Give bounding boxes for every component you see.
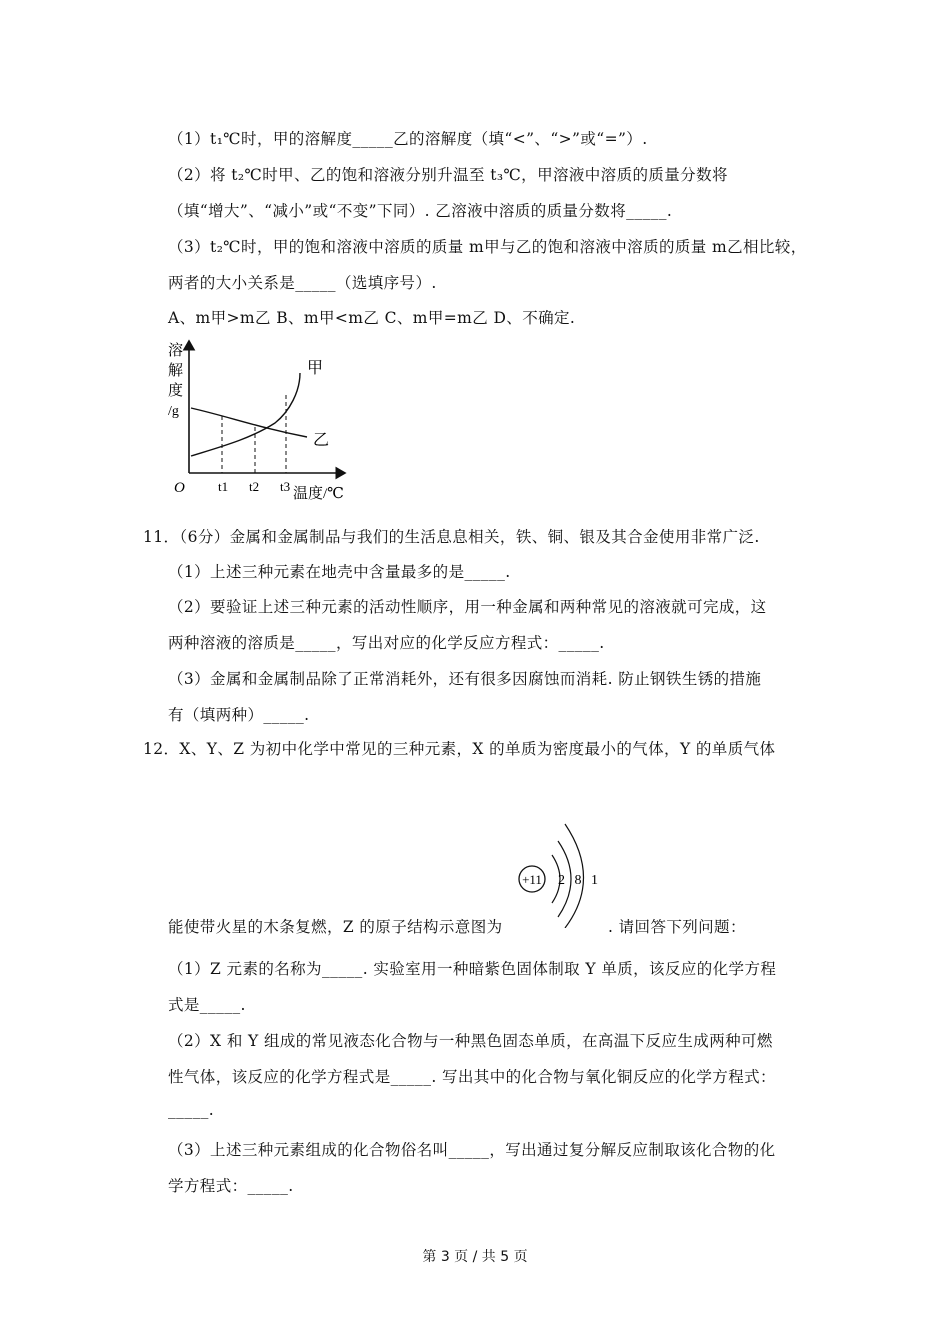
q10-part1: （1）t₁℃时，甲的溶解度_____乙的溶解度（填“<”、“>”或“=”）. <box>168 130 648 148</box>
q11-part3-line1: （3）金属和金属制品除了正常消耗外，还有很多因腐蚀而消耗. 防止钢铁生锈的措施 <box>168 670 762 688</box>
q12-part2-line1: （2）X 和 Y 组成的常见液态化合物与一种黑色固态单质，在高温下反应生成两种可燃 <box>168 1032 773 1050</box>
atom-structure-diagram <box>510 818 605 928</box>
q12-intro: 12．X、Y、Z 为初中化学中常见的三种元素，X 的单质为密度最小的气体，Y 的单质气体 <box>143 740 776 758</box>
q11-part1: （1）上述三种元素在地壳中含量最多的是_____. <box>168 563 511 581</box>
q12-part2-line3: _____. <box>168 1101 215 1119</box>
graph-ylabel-4: /g <box>168 404 179 419</box>
q10-options: A、m甲>m乙 B、m甲<m乙 C、m甲=m乙 D、不确定. <box>168 309 576 327</box>
q12-part3-line2: 学方程式：_____. <box>168 1177 294 1195</box>
graph-ylabel-2: 解 <box>168 363 184 379</box>
q11-part3-line2: 有（填两种）_____. <box>168 706 310 724</box>
graph-label-yi: 乙 <box>313 432 330 449</box>
page-footer: 第 3 页 / 共 5 页 <box>422 1249 528 1265</box>
q12-part2-line2: 性气体，该反应的化学方程式是_____. 写出其中的化合物与氧化铜反应的化学方程式： <box>168 1068 776 1086</box>
q10-part3-line2: 两者的大小关系是_____（选填序号）. <box>168 274 437 292</box>
graph-label-jia: 甲 <box>307 360 324 377</box>
q11-intro: 11．（6分）金属和金属制品与我们的生活息息相关，铁、铜、银及其合金使用非常广泛. <box>143 528 760 546</box>
graph-ylabel-3: 度 <box>168 383 184 399</box>
curve-yi <box>191 408 307 437</box>
graph-origin: O <box>174 480 185 496</box>
graph-tick-t2: t2 <box>249 479 260 494</box>
q10-part3-line1: （3）t₂℃时，甲的饱和溶液中溶质的质量 m甲与乙的饱和溶液中溶质的质量 m乙相比较， <box>168 238 807 256</box>
atom-nucleus-label: +11 <box>522 872 542 887</box>
graph-ylabel-1: 溶 <box>168 343 184 359</box>
q10-part2-line2: （填“增大”、“减小”或“不变”下同）. 乙溶液中溶质的质量分数将_____. <box>168 202 673 220</box>
q10-part2-line1: （2）将 t₂℃时甲、乙的饱和溶液分别升温至 t₃℃，甲溶液中溶质的质量分数将 <box>168 166 728 184</box>
curve-jia <box>191 373 300 456</box>
q12-part1-line2: 式是_____. <box>168 996 246 1014</box>
q12-line2-left: 能使带火星的木条复燃，Z 的原子结构示意图为 <box>168 918 503 936</box>
graph-tick-t1: t1 <box>218 479 229 494</box>
atom-shell-electrons: 2 8 1 <box>558 873 601 888</box>
q12-line2-right: . 请回答下列问题： <box>608 918 746 936</box>
graph-xlabel: 温度/℃ <box>293 486 344 502</box>
graph-tick-t3: t3 <box>280 479 291 494</box>
q11-part2-line1: （2）要验证上述三种元素的活动性顺序，用一种金属和两种常见的溶液就可完成，这 <box>168 598 767 616</box>
solubility-graph <box>160 335 360 505</box>
q12-part1-line1: （1）Z 元素的名称为_____. 实验室用一种暗紫色固体制取 Y 单质，该反应的化学方程 <box>168 960 777 978</box>
q12-part3-line1: （3）上述三种元素组成的化合物俗名叫_____，写出通过复分解反应制取该化合物的化 <box>168 1141 776 1159</box>
q11-part2-line2: 两种溶液的溶质是_____，写出对应的化学反应方程式：_____. <box>168 634 605 652</box>
